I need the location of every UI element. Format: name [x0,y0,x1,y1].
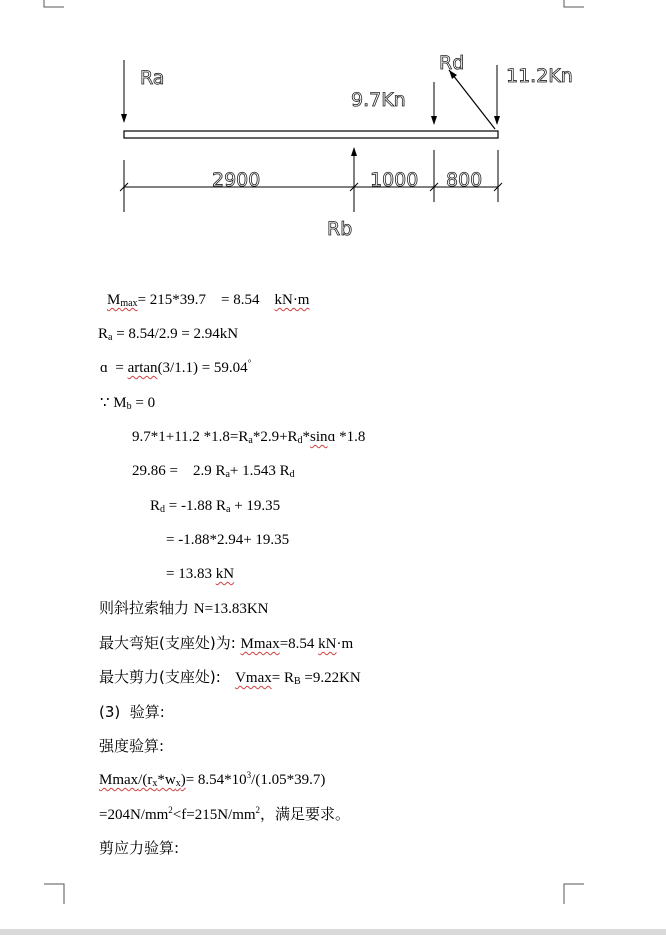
label-load-2: 11.2Kn [506,65,573,87]
calc-line-mb: ∵ $M_b = 0$ [100,395,156,412]
load-2-arrow [494,65,500,125]
rd-arrow [449,70,495,129]
beam-diagram [0,0,666,260]
label-dim-1: 2900 [212,169,261,191]
text-axial-force: 则斜拉索轴力 N=13.83KN [99,599,269,617]
calc-line-ra: $R_a = 8.54/2.9 = 2.94kN$ [98,326,239,343]
calc-line-alpha: ɑ = artan(3/1.1) = 59.04° [100,358,252,376]
ra-arrow [121,60,127,123]
page-bottom-bar [0,929,666,935]
calc-line-rd-result: = 13.83 kN [166,566,235,582]
beam [124,131,498,138]
label-ra: Ra [140,67,165,89]
calc-line-mmax: $M_{max}= 215*39.7$ = 8.54 kN·m [107,292,310,309]
calc-line-strength-result: $=204N/mm^2<f=215N/mm^2$，满足要求。 [99,805,351,823]
label-load-1: 9.7Kn [351,89,406,111]
text-max-shear: 最大剪力(支座处): $Vmax= R_B =9.22KN$ [99,668,361,687]
calc-line-simplified: 29.86 = 2.9 $R_a+ 1.543$ $R_d$ [132,463,295,480]
section-heading-shear: 剪应力验算: [99,839,180,857]
rb-arrow [351,147,357,212]
calc-line-moment-eq: 9.7*1+11.2 $*1.8=R_a*2.9+R_d*\sin ɑ$ *1.8 [132,429,366,446]
label-dim-3: 800 [446,169,483,191]
label-rb: Rb [327,218,353,240]
label-dim-2: 1000 [370,169,419,191]
calc-line-strength: Mmax/$(r_x*w_x)= 8.54*10^3/(1.05*39.7)$ [99,770,326,789]
section-heading-strength: 强度验算: [99,737,165,755]
calc-line-rd-sub: = -1.88*2.94+ 19.35 [166,532,290,548]
text-max-moment: 最大弯矩(支座处)为: Mmax=8.54 kN·m [99,634,354,652]
label-rd: Rd [439,52,465,74]
section-heading-check: (3) 验算: [99,703,165,721]
calc-line-rd: $R_d = -1.88$ $R_a + 19.35$ [150,498,281,515]
load-1-arrow [431,82,437,125]
dimension-line [120,150,502,212]
